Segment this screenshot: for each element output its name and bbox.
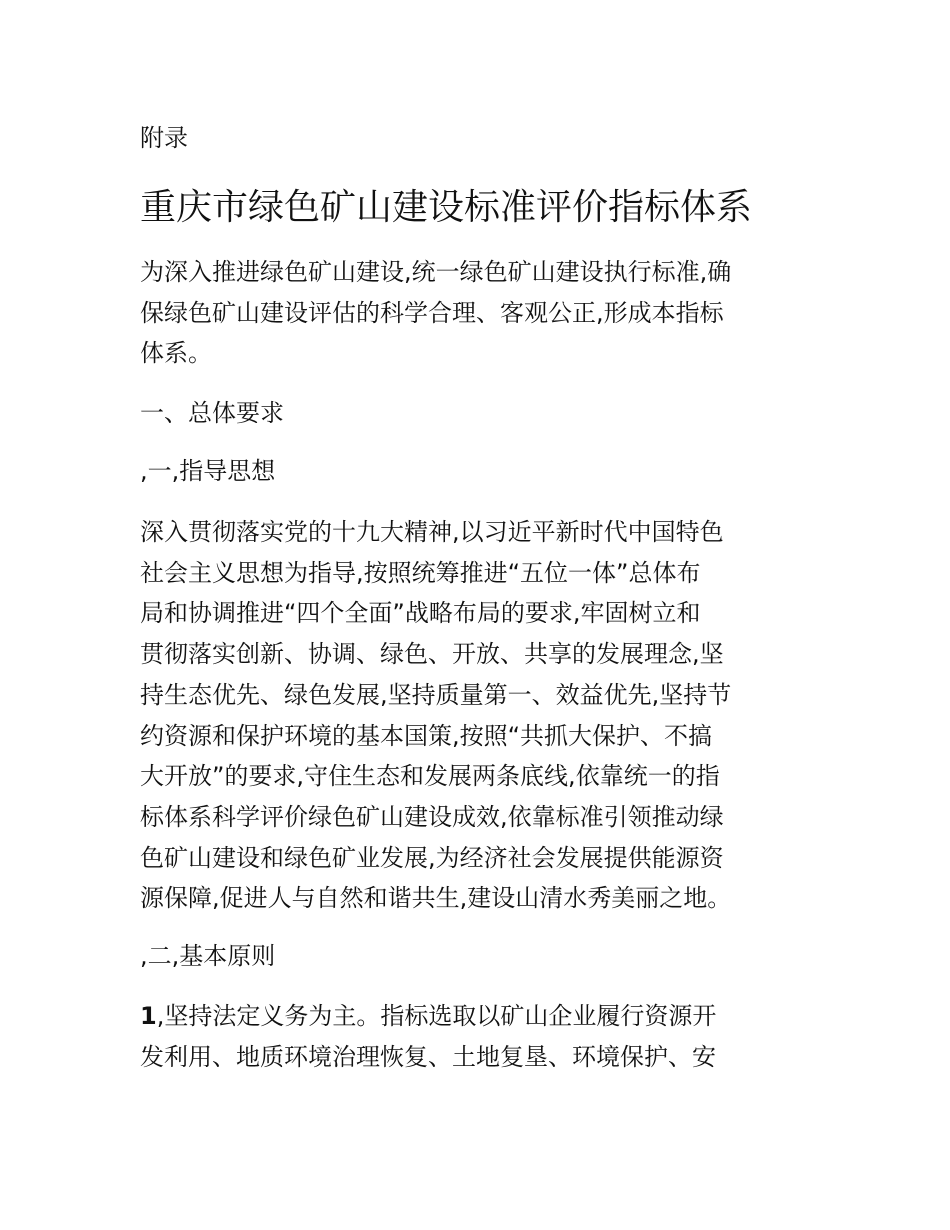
- appendix-label: 附录: [140, 124, 188, 152]
- paragraph-line: 深入贯彻落实党的十九大精神,以习近平新时代中国特色: [140, 518, 724, 546]
- paragraph-line-text: ,坚持法定义务为主。指标选取以矿山企业履行资源开: [156, 1002, 717, 1030]
- paragraph-line: 局和协调推进“四个全面”战略布局的要求,牢固树立和: [140, 599, 701, 628]
- intro-line: 为深入推进绿色矿山建设,统一绿色矿山建设执行标准,确: [140, 258, 732, 286]
- subheading-guiding-ideology: ,一,指导思想: [140, 457, 276, 485]
- paragraph-line: 持生态优先、绿色发展,坚持质量第一、效益优先,坚持节: [140, 680, 732, 709]
- paragraph-line: 源保障,促进人与自然和谐共生,建设山清水秀美丽之地。: [140, 884, 732, 913]
- document-title: 重庆市绿色矿山建设标准评价指标体系: [140, 187, 753, 228]
- basic-principles-paragraph: [140, 996, 810, 1077]
- paragraph-line: 大开放”的要求,守住生态和发展两条底线,依靠统一的指: [140, 762, 720, 791]
- paragraph-line: 社会主义思想为指导,按照统筹推进“五位一体”总体布: [140, 558, 701, 587]
- subheading-basic-principles: ,二,基本原则: [140, 942, 276, 970]
- intro-paragraph: [140, 252, 810, 374]
- paragraph-line: 发利用、地质环境治理恢复、土地复垦、环境保护、安: [140, 1042, 716, 1071]
- paragraph-line: 色矿山建设和绿色矿业发展,为经济社会发展提供能源资: [140, 843, 724, 872]
- list-number: 1: [140, 1002, 157, 1030]
- intro-line: 保绿色矿山建设评估的科学合理、客观公正,形成本指标: [140, 298, 724, 327]
- paragraph-line: [140, 996, 810, 1037]
- paragraph-line: 约资源和保护环境的基本国策,按照“共抓大保护、不搞: [140, 721, 713, 750]
- paragraph-line: 贯彻落实创新、协调、绿色、开放、共享的发展理念,坚: [140, 640, 724, 669]
- intro-line: 体系。: [140, 339, 212, 368]
- paragraph-line: 标体系科学评价绿色矿山建设成效,依靠标准引领推动绿: [140, 802, 724, 831]
- guiding-ideology-paragraph: [140, 512, 810, 919]
- section-heading-overall-requirements: 一、总体要求: [140, 399, 284, 427]
